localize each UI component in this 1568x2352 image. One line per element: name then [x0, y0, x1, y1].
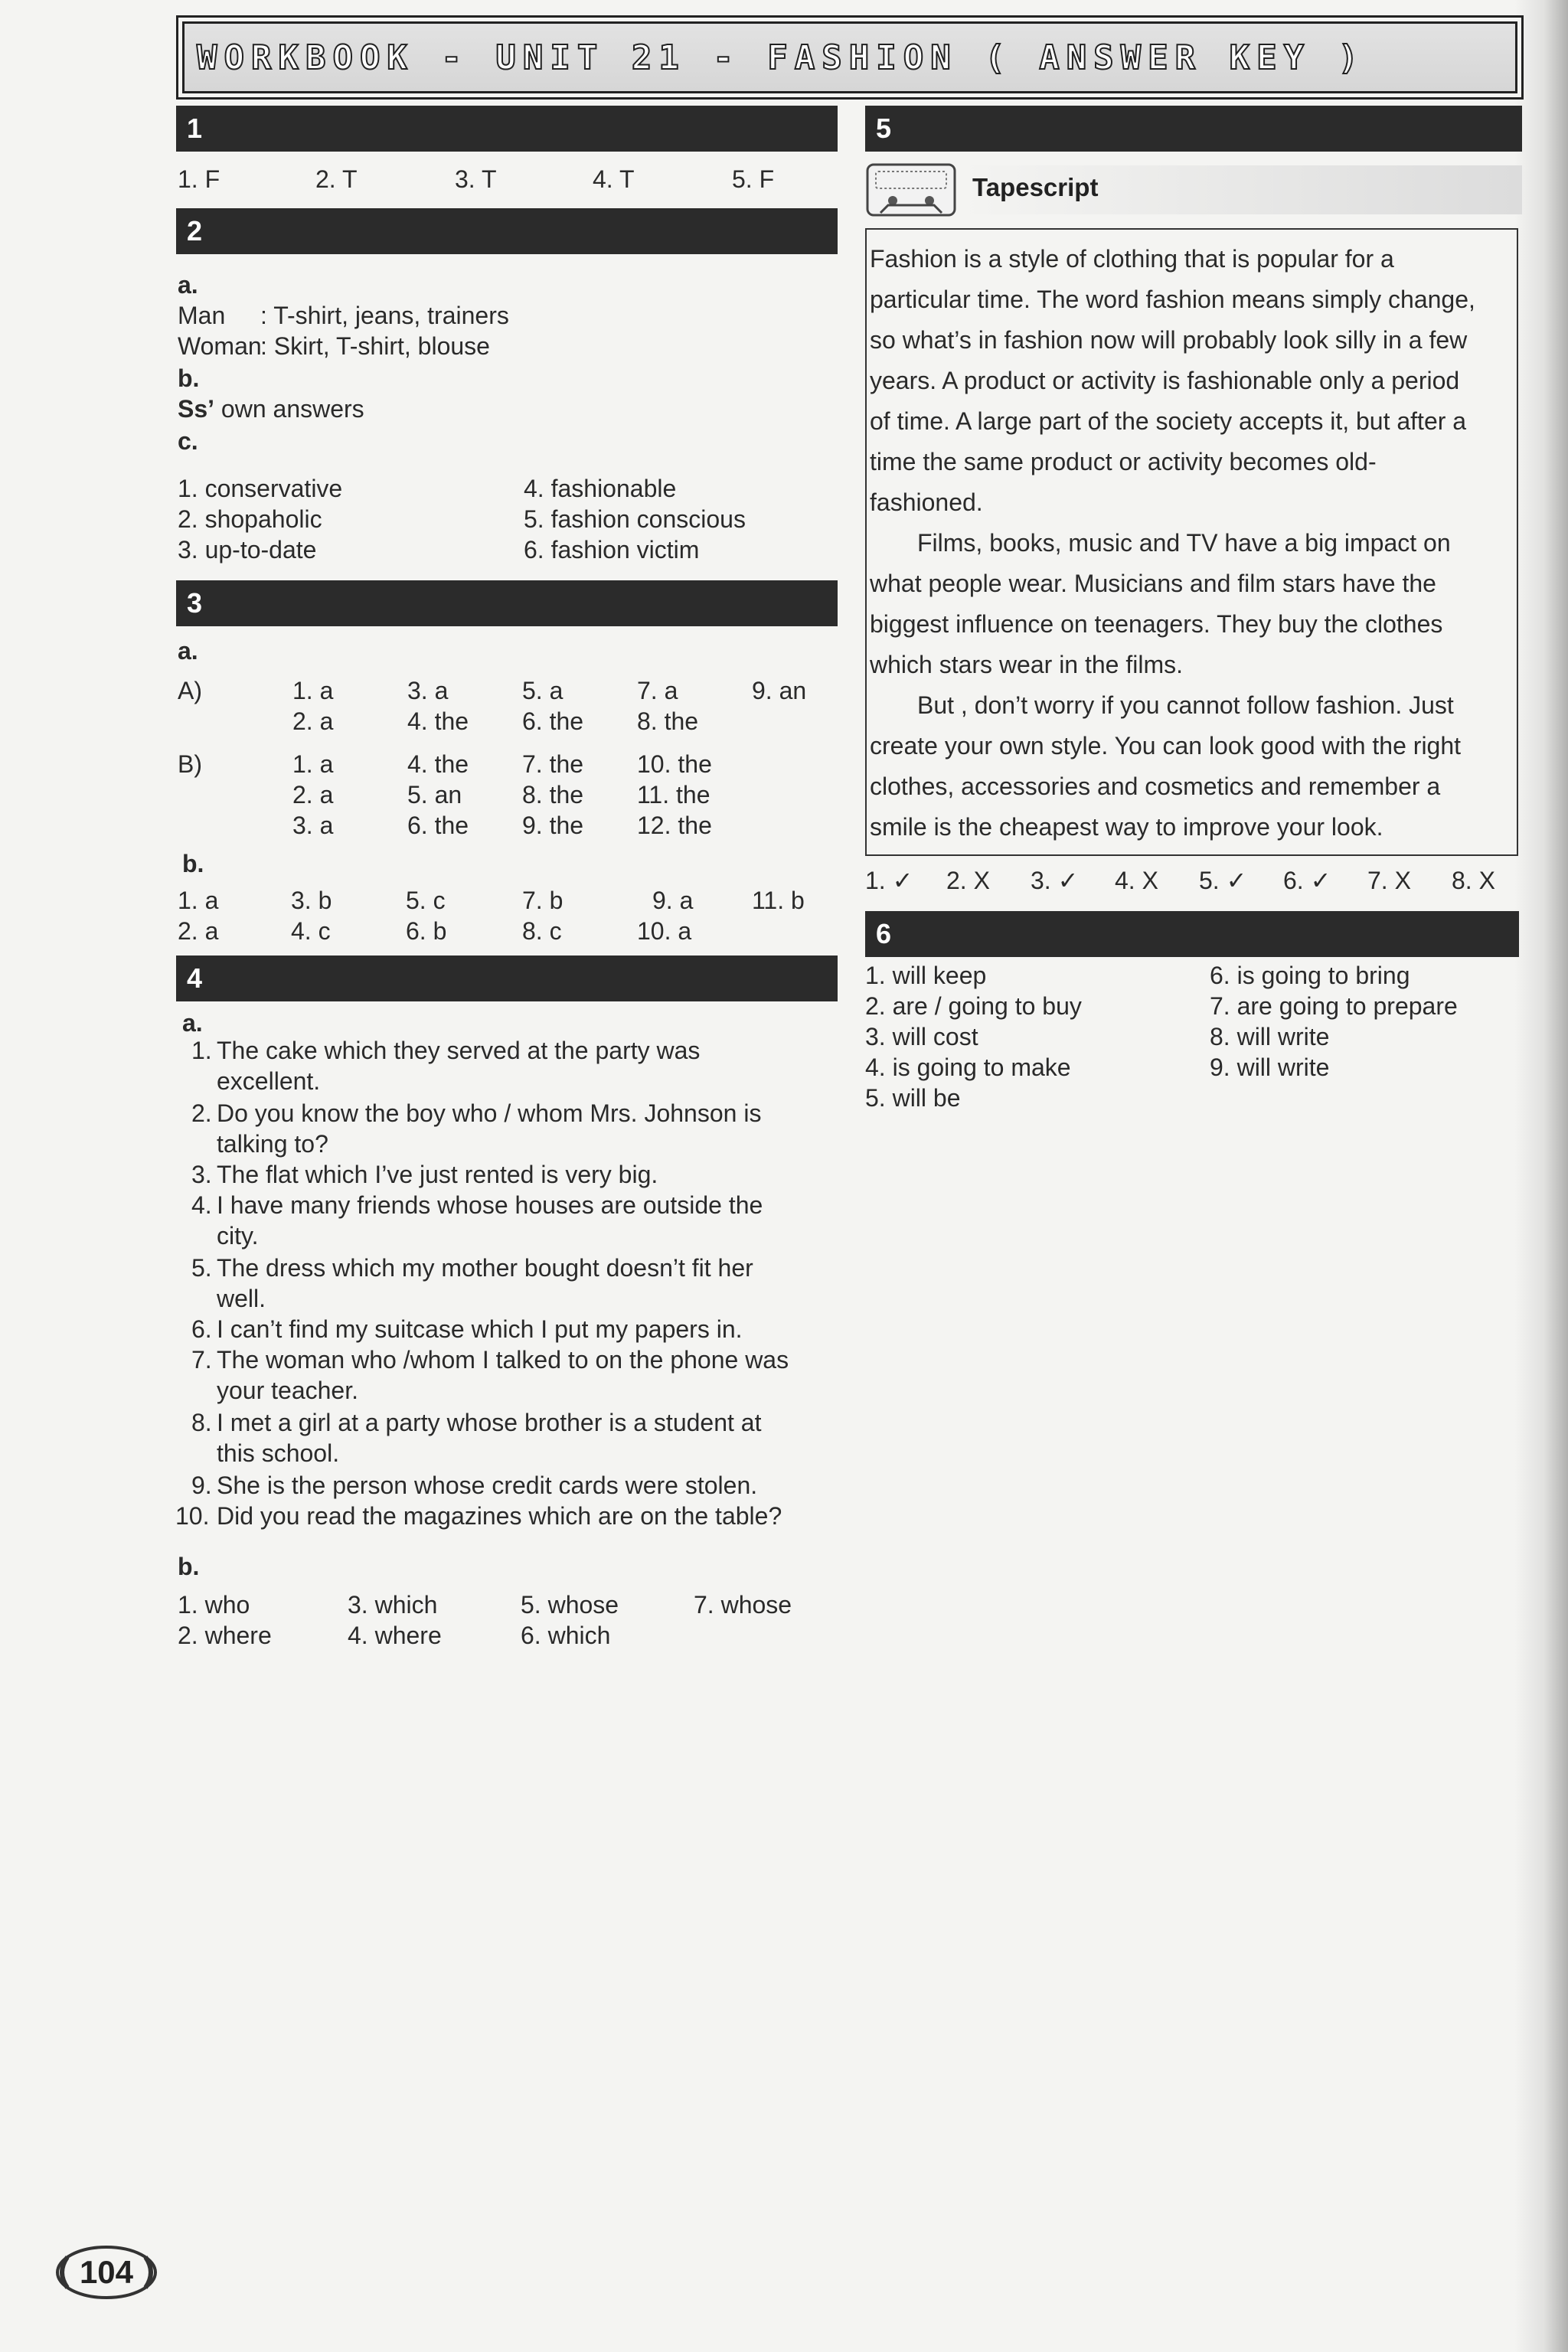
tapescript-line: biggest influence on teenagers. They buy the clothes	[870, 610, 1443, 638]
cassette-tape-icon	[865, 162, 957, 217]
s5-answer: 8. X	[1452, 867, 1495, 894]
s4-a-item-line: I have many friends whose houses are outside the	[217, 1191, 763, 1219]
header-title-box	[176, 15, 1524, 100]
s4-a-item-number: 4.	[191, 1191, 212, 1219]
s3-b-item: 11. b	[752, 887, 805, 914]
s3-A-item: 8. the	[637, 707, 699, 735]
s5-answer: 4. X	[1115, 867, 1158, 894]
s3-A-item: 5. a	[522, 677, 564, 704]
s4-b-item: 3. which	[348, 1591, 438, 1619]
s4-b-item: 5. whose	[521, 1591, 619, 1619]
s4-a-item-line: well.	[217, 1285, 266, 1312]
s5-answer: 7. X	[1367, 867, 1411, 894]
s4-b-item: 6. which	[521, 1622, 611, 1649]
s3-B-item: 3. a	[292, 812, 334, 839]
s3-B-item: 9. the	[522, 812, 584, 839]
tapescript-line: so what’s in fashion now will probably look silly in a few	[870, 326, 1468, 354]
s4-a-item-number: 3.	[191, 1161, 212, 1188]
s3-B-label: B)	[178, 750, 202, 778]
tapescript-box	[865, 228, 1518, 856]
s2-c-item: 5. fashion conscious	[524, 505, 746, 533]
tapescript-line: of time. A large part of the society accepts it, but after a	[870, 407, 1467, 435]
page-title: WORKBOOK - UNIT 21 - FASHION ( ANSWER KEY )	[197, 38, 1366, 77]
s4-a-item-line: The woman who /whom I talked to on the phone was	[217, 1346, 789, 1374]
s3-b-item: 4. c	[291, 917, 331, 945]
s4-a-item-line: I met a girl at a party whose brother is a student at	[217, 1409, 762, 1436]
tapescript-line: which stars wear in the films.	[870, 651, 1184, 678]
s5-answer: 6. ✓	[1283, 867, 1331, 894]
s4-a-item-line: She is the person whose credit cards were stolen.	[217, 1472, 758, 1499]
tapescript-line: what people wear. Musicians and film stars have the	[870, 570, 1436, 597]
s3-B-item: 4. the	[407, 750, 469, 778]
s4-a-item-line: The flat which I’ve just rented is very big.	[217, 1161, 658, 1188]
tapescript-line: years. A product or activity is fashionable only a period	[870, 367, 1460, 394]
tapescript-line: fashioned.	[870, 488, 983, 516]
s3-b-item: 10. a	[637, 917, 692, 945]
tapescript-line: clothes, accessories and cosmetics and remember a	[870, 773, 1441, 800]
s3-B-item: 2. a	[292, 781, 334, 808]
s3-B-item: 7. the	[522, 750, 584, 778]
s3-A-item: 4. the	[407, 707, 469, 735]
s6-item: 1. will keep	[865, 962, 987, 989]
s3-b-item: 5. c	[406, 887, 446, 914]
s6-item: 8. will write	[1210, 1023, 1330, 1050]
s1-answer: 5. F	[732, 165, 775, 193]
s6-item: 2. are / going to buy	[865, 992, 1082, 1020]
s3-A-item: 9. an	[752, 677, 807, 704]
s3-A-item: 3. a	[407, 677, 449, 704]
tapescript-label: Tapescript	[972, 173, 1099, 201]
s4-a-item-number: 8.	[191, 1409, 212, 1436]
s3-b-label: b.	[182, 850, 204, 877]
s2-b-answer: Ss’ own answers	[178, 395, 364, 423]
page-number: 104	[54, 2243, 159, 2301]
s3-B-item: 1. a	[292, 750, 334, 778]
tapescript-line: particular time. The word fashion means simply change,	[870, 286, 1475, 313]
s3-A-item: 2. a	[292, 707, 334, 735]
s5-answer: 3. ✓	[1031, 867, 1079, 894]
s6-item: 9. will write	[1210, 1054, 1330, 1081]
s1-answer: 4. T	[593, 165, 635, 193]
s2-c-label: c.	[178, 427, 198, 455]
s4-a-item-line: The cake which they served at the party was	[217, 1037, 701, 1064]
section-2-header: 2	[176, 208, 838, 254]
s6-item: 3. will cost	[865, 1023, 978, 1050]
tapescript-line: time the same product or activity becomes old-	[870, 448, 1377, 475]
tapescript-line: Fashion is a style of clothing that is popular for a	[870, 245, 1394, 273]
s3-A-item: 1. a	[292, 677, 334, 704]
s3-A-item: 6. the	[522, 707, 584, 735]
s4-b-item: 2. where	[178, 1622, 272, 1649]
s4-a-item-line: I can’t find my suitcase which I put my papers in.	[217, 1315, 743, 1343]
s3-B-item: 12. the	[637, 812, 712, 839]
s4-a-item-number: 1.	[191, 1037, 212, 1064]
page-edge-shadow	[1514, 0, 1568, 2352]
s4-a-item-number: 2.	[191, 1099, 212, 1127]
s4-a-item-line: this school.	[217, 1439, 340, 1467]
s3-B-item: 5. an	[407, 781, 462, 808]
s4-a-item-number: 10.	[175, 1502, 210, 1530]
section-5-header: 5	[865, 106, 1522, 152]
s2-a-label: a.	[178, 271, 198, 299]
s4-a-item-line: city.	[217, 1222, 259, 1250]
s3-B-item: 8. the	[522, 781, 584, 808]
s2-c-item: 3. up-to-date	[178, 536, 317, 564]
s6-item: 4. is going to make	[865, 1054, 1071, 1081]
s2-b-label: b.	[178, 364, 200, 392]
s1-answer: 1. F	[178, 165, 220, 193]
s2-c-item: 1. conservative	[178, 475, 343, 502]
s4-a-item-line: your teacher.	[217, 1377, 358, 1404]
s3-B-item: 10. the	[637, 750, 712, 778]
s4-a-item-line: The dress which my mother bought doesn’t fit her	[217, 1254, 753, 1282]
tapescript-line: create your own style. You can look good with the right	[870, 732, 1462, 760]
section-4-header: 4	[176, 956, 838, 1001]
s4-a-item-number: 5.	[191, 1254, 212, 1282]
s3-b-item: 3. b	[291, 887, 332, 914]
section-3-header: 3	[176, 580, 838, 626]
s4-a-item-number: 7.	[191, 1346, 212, 1374]
s3-b-item: 6. b	[406, 917, 447, 945]
s4-a-item-line: excellent.	[217, 1067, 321, 1095]
s2-c-item: 6. fashion victim	[524, 536, 700, 564]
s3-b-item: 1. a	[178, 887, 219, 914]
s6-item: 5. will be	[865, 1084, 961, 1112]
s5-answer: 5. ✓	[1199, 867, 1247, 894]
s6-item: 7. are going to prepare	[1210, 992, 1458, 1020]
s4-a-label: a.	[182, 1009, 203, 1037]
s3-b-item: 9. a	[652, 887, 694, 914]
section-6-header: 6	[865, 911, 1519, 957]
s3-a-label: a.	[178, 637, 198, 665]
s3-b-item: 8. c	[522, 917, 562, 945]
s4-b-label: b.	[178, 1553, 200, 1580]
s3-b-item: 2. a	[178, 917, 219, 945]
s4-b-item: 4. where	[348, 1622, 442, 1649]
tapescript-line: smile is the cheapest way to improve your look.	[870, 813, 1383, 841]
s1-answer: 2. T	[315, 165, 358, 193]
s3-A-item: 7. a	[637, 677, 678, 704]
s3-B-item: 6. the	[407, 812, 469, 839]
s4-a-item-line: Do you know the boy who / whom Mrs. Johnson is	[217, 1099, 762, 1127]
s4-b-item: 7. whose	[694, 1591, 792, 1619]
s3-B-item: 11. the	[637, 781, 710, 808]
s2-man-label: Man	[178, 302, 226, 329]
s4-a-item-number: 6.	[191, 1315, 212, 1343]
tapescript-line: But , don’t worry if you cannot follow fashion. Just	[917, 691, 1454, 719]
s2-c-item: 2. shopaholic	[178, 505, 322, 533]
s3-A-label: A)	[178, 677, 202, 704]
s4-b-item: 1. who	[178, 1591, 250, 1619]
s5-answer: 1. ✓	[865, 867, 913, 894]
s2-woman-value: : Skirt, T-shirt, blouse	[260, 332, 490, 360]
s2-c-item: 4. fashionable	[524, 475, 677, 502]
tapescript-line: Films, books, music and TV have a big impact on	[917, 529, 1451, 557]
section-1-header: 1	[176, 106, 838, 152]
s1-answer: 3. T	[455, 165, 497, 193]
s2-woman-label: Woman	[178, 332, 262, 360]
s3-b-item: 7. b	[522, 887, 564, 914]
s4-a-item-number: 9.	[191, 1472, 212, 1499]
s2-man-value: : T-shirt, jeans, trainers	[260, 302, 509, 329]
s4-a-item-line: Did you read the magazines which are on the table?	[217, 1502, 782, 1530]
s6-item: 6. is going to bring	[1210, 962, 1410, 989]
s4-a-item-line: talking to?	[217, 1130, 328, 1158]
s5-answer: 2. X	[946, 867, 990, 894]
